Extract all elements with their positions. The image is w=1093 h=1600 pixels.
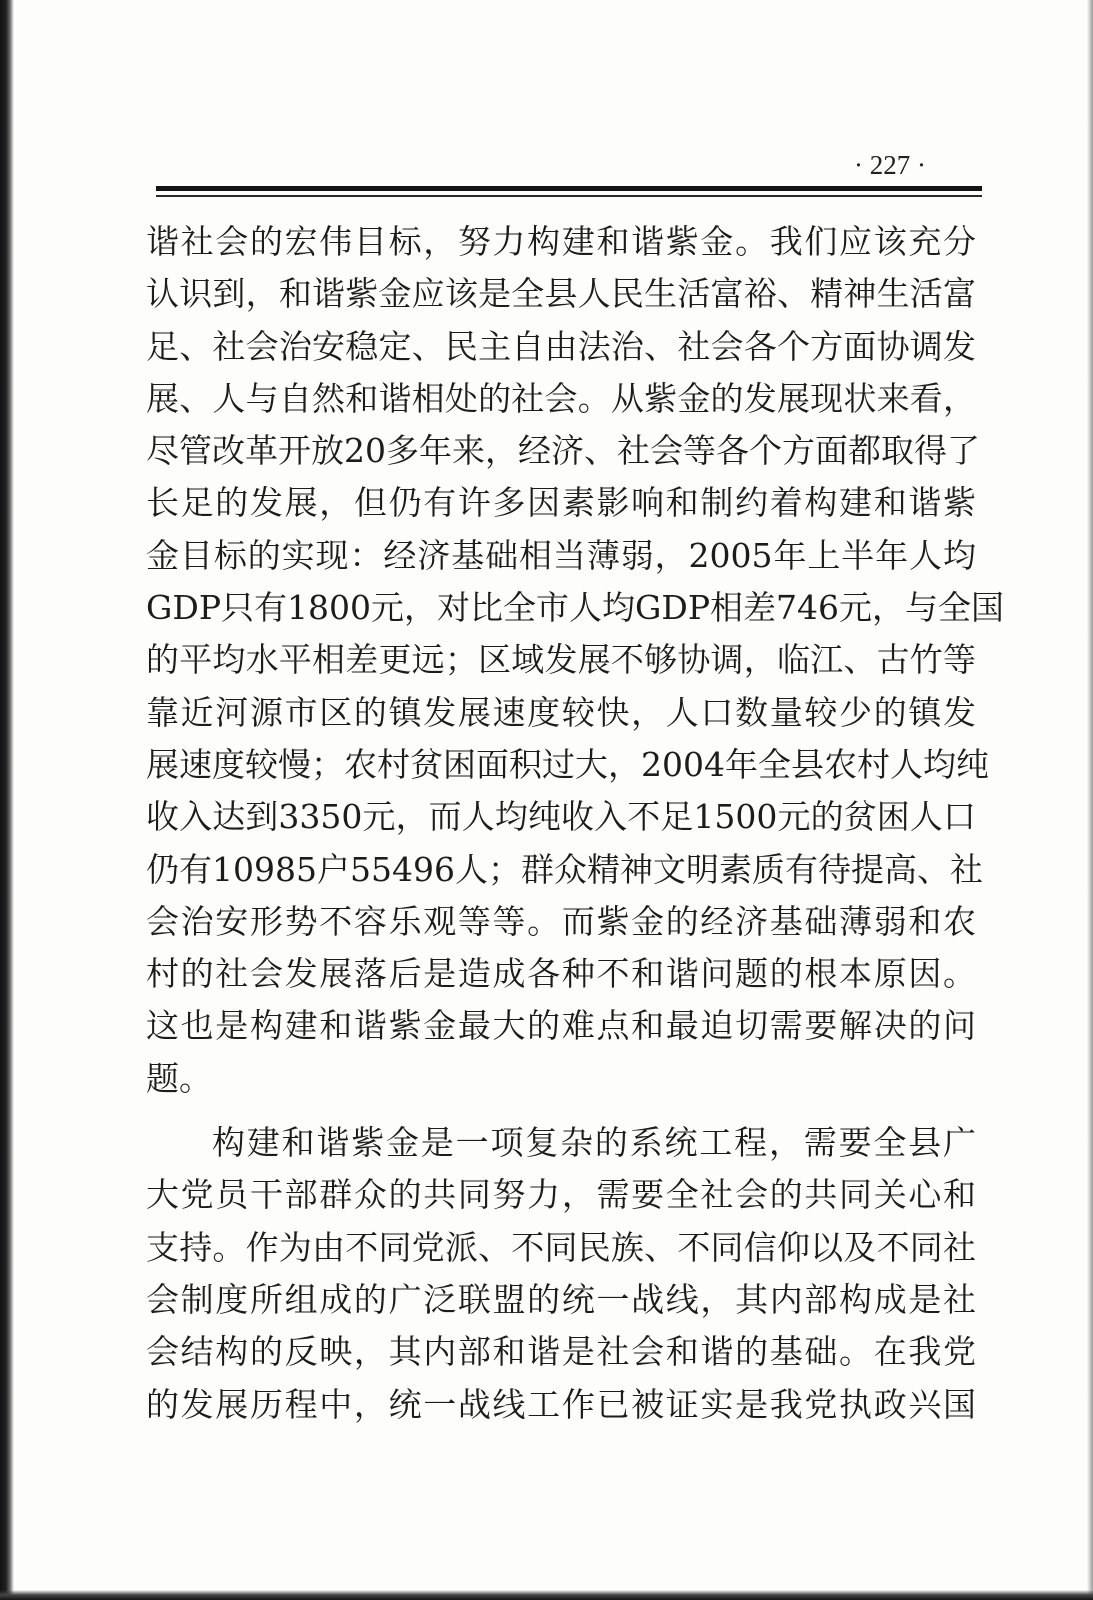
text-line: 会结构的反映，其内部和谐是社会和谐的基础。在我党 bbox=[146, 1332, 976, 1372]
text-line: 谐社会的宏伟目标，努力构建和谐紫金。我们应该充分 bbox=[146, 222, 976, 261]
text-line: 展、人与自然和谐相处的社会。从紫金的发展现状来看， bbox=[146, 378, 976, 418]
body-text bbox=[146, 216, 1005, 1431]
page-number: · 227 · bbox=[854, 150, 926, 180]
text-line: 展速度较慢；农村贫困面积过大，2004年全县农村人均纯 bbox=[146, 744, 989, 784]
paragraph-gap bbox=[146, 1105, 976, 1117]
text-line: 支持。作为由不同党派、不同民族、不同信仰以及不同社 bbox=[146, 1227, 976, 1267]
text-line: 仍有10985户55496人；群众精神文明素质有待提高、社 bbox=[146, 849, 983, 889]
text-line: 的发展历程中，统一战线工作已被证实是我党执政兴国 bbox=[146, 1384, 976, 1424]
text-line: 靠近河源市区的镇发展速度较快，人口数量较少的镇发 bbox=[146, 692, 976, 732]
text-line: 的平均水平相差更远；区域发展不够协调，临江、古竹等 bbox=[146, 640, 976, 680]
text-line: 会制度所组成的广泛联盟的统一战线，其内部构成是社 bbox=[146, 1279, 976, 1319]
text-line: 这也是构建和谐紫金最大的难点和最迫切需要解决的问 bbox=[146, 1006, 976, 1046]
text-line: 题。 bbox=[146, 1058, 212, 1098]
text-line: 大党员干部群众的共同努力，需要全社会的共同关心和 bbox=[146, 1175, 976, 1215]
text-line: GDP只有1800元，对比全市人均GDP相差746元，与全国 bbox=[146, 588, 1005, 628]
text-line: 收入达到3350元，而人均纯收入不足1500元的贫困人口 bbox=[146, 797, 976, 837]
text-line: 金目标的实现：经济基础相当薄弱，2005年上半年人均 bbox=[146, 535, 976, 575]
text-line: 尽管改革开放20多年来，经济、社会等各个方面都取得了 bbox=[146, 431, 980, 471]
header-rule-thick bbox=[156, 186, 982, 191]
text-line: 足、社会治安稳定、民主自由法治、社会各个方面协调发 bbox=[146, 326, 976, 366]
text-line: 认识到，和谐紫金应该是全县人民生活富裕、精神生活富 bbox=[146, 274, 976, 314]
scan-edge-right bbox=[1087, 0, 1093, 1600]
scan-edge-bottom bbox=[0, 1590, 1093, 1600]
paragraph bbox=[146, 216, 1005, 1105]
text-line: 会治安形势不容乐观等等。而紫金的经济基础薄弱和农 bbox=[146, 901, 976, 941]
text-line: 构建和谐紫金是一项复杂的系统工程，需要全县广 bbox=[212, 1123, 976, 1163]
text-line: 村的社会发展落后是造成各种不和谐问题的根本原因。 bbox=[146, 954, 976, 994]
scan-edge-left bbox=[0, 0, 14, 1600]
text-line: 长足的发展，但仍有许多因素影响和制约着构建和谐紫 bbox=[146, 483, 976, 523]
header-rule-thin bbox=[156, 195, 982, 197]
paragraph bbox=[146, 1117, 976, 1431]
